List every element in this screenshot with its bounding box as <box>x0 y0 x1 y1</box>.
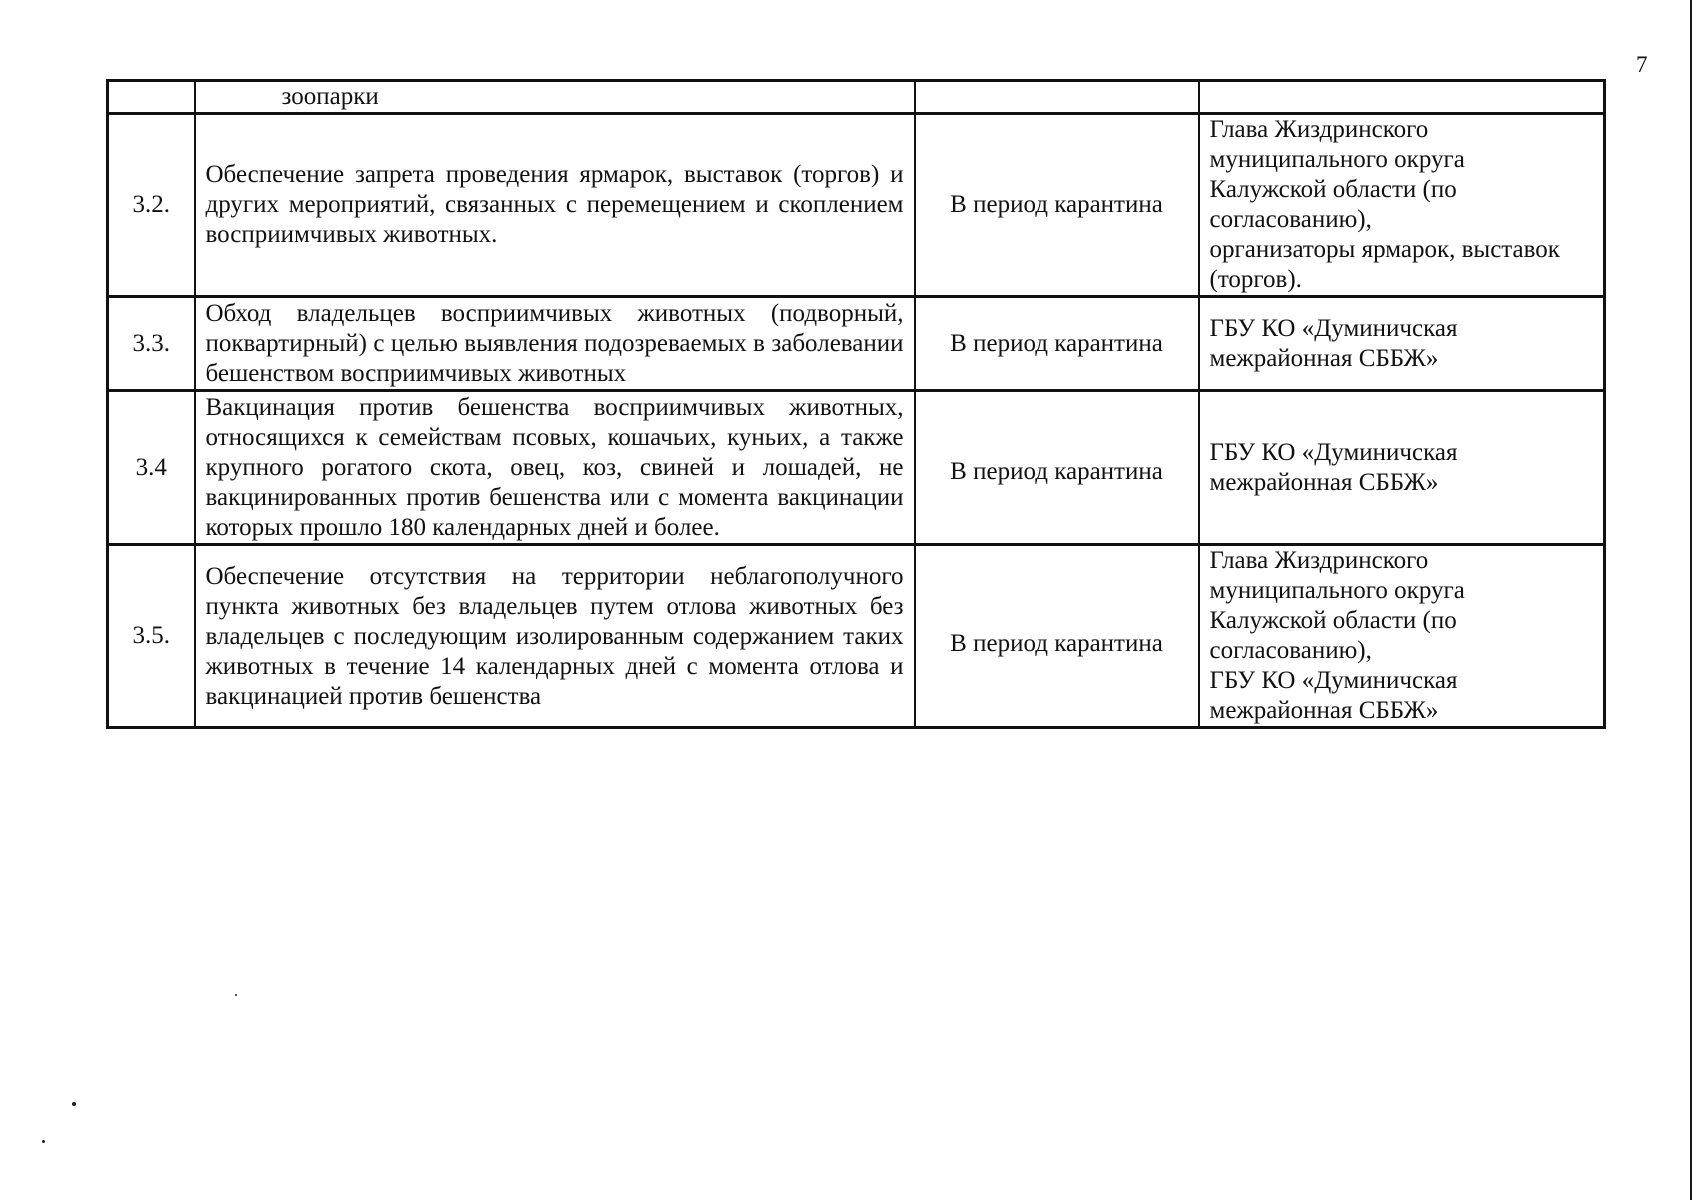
row-executor <box>1199 297 1605 391</box>
row-term: В период карантина <box>915 391 1199 545</box>
executor-line: Калужской области (по <box>1209 607 1457 634</box>
row-executor <box>1199 114 1605 297</box>
executor-line: согласованию), <box>1209 206 1372 233</box>
executor-line: ГБУ КО «Думиничская <box>1209 667 1458 694</box>
executor-line: муниципального округа <box>1209 146 1465 173</box>
row-number: 3.4 <box>108 391 195 545</box>
scan-speck <box>42 1140 45 1143</box>
executor-line: Глава Жиздринского <box>1209 547 1429 574</box>
executor-line: межрайонная СББЖ» <box>1209 697 1439 724</box>
executor-line: межрайонная СББЖ» <box>1209 344 1439 372</box>
table-row <box>108 391 1605 545</box>
executor-line: муниципального округа <box>1209 577 1465 604</box>
scan-speck <box>235 994 237 996</box>
executor-line: организаторы ярмарок, выставок <box>1209 236 1560 263</box>
row-number: 3.2. <box>108 114 195 297</box>
executor-line: Калужской области (по <box>1209 176 1457 203</box>
executor-line: межрайонная СББЖ» <box>1209 468 1439 496</box>
executor-line: согласованию), <box>1209 637 1372 664</box>
continuation-text: зоопарки <box>281 83 379 110</box>
cell-exec <box>1199 81 1605 114</box>
row-term: В период карантина <box>915 545 1199 728</box>
row-term: В период карантина <box>915 297 1199 391</box>
row-executor <box>1199 391 1605 545</box>
scan-edge-line <box>1690 0 1692 1200</box>
table-row <box>108 114 1605 297</box>
row-description: Обеспечение запрета проведения ярмарок, выставок (торгов) и других мероприятий, связанных с перемещением и скоплением восприимчивых животных. <box>195 114 915 297</box>
row-term: В период карантина <box>915 114 1199 297</box>
row-description: Обеспечение отсутствия на территории неблагополучного пункта животных без владельцев путем отлова животных без владельцев с последующим изолированным содержанием таких животных в течение 14 календарных дней с момента отлова и вакцинацией против бешенства <box>195 545 915 728</box>
executor-line: ГБУ КО «Думиничская <box>1209 314 1458 342</box>
executor-line: ГБУ КО «Думиничская <box>1209 438 1458 466</box>
table-row-continuation <box>108 81 1605 114</box>
table-row <box>108 297 1605 391</box>
page-number: 7 <box>1636 52 1648 77</box>
cell-num <box>108 81 195 114</box>
row-executor <box>1199 545 1605 728</box>
cell-desc <box>195 81 915 114</box>
scan-speck <box>72 1102 76 1106</box>
row-number: 3.3. <box>108 297 195 391</box>
executor-line: (торгов). <box>1209 266 1302 293</box>
row-description: Вакцинация против бешенства восприимчивых животных, относящихся к семействам псовых, кошачьих, куньих, а также крупного рогатого скота, овец, коз, свиней и лошадей, не вакцинированных против бешенства или с момента вакцинации которых прошло 180 календарных дней и более. <box>195 391 915 545</box>
row-number: 3.5. <box>108 545 195 728</box>
cell-term <box>915 81 1199 114</box>
row-description: Обход владельцев восприимчивых животных (подворный, поквартирный) с целью выявления подозреваемых в заболевании бешенством восприимчивых животных <box>195 297 915 391</box>
table-row <box>108 545 1605 728</box>
measures-table <box>106 79 1606 729</box>
executor-line: Глава Жиздринского <box>1209 116 1429 143</box>
